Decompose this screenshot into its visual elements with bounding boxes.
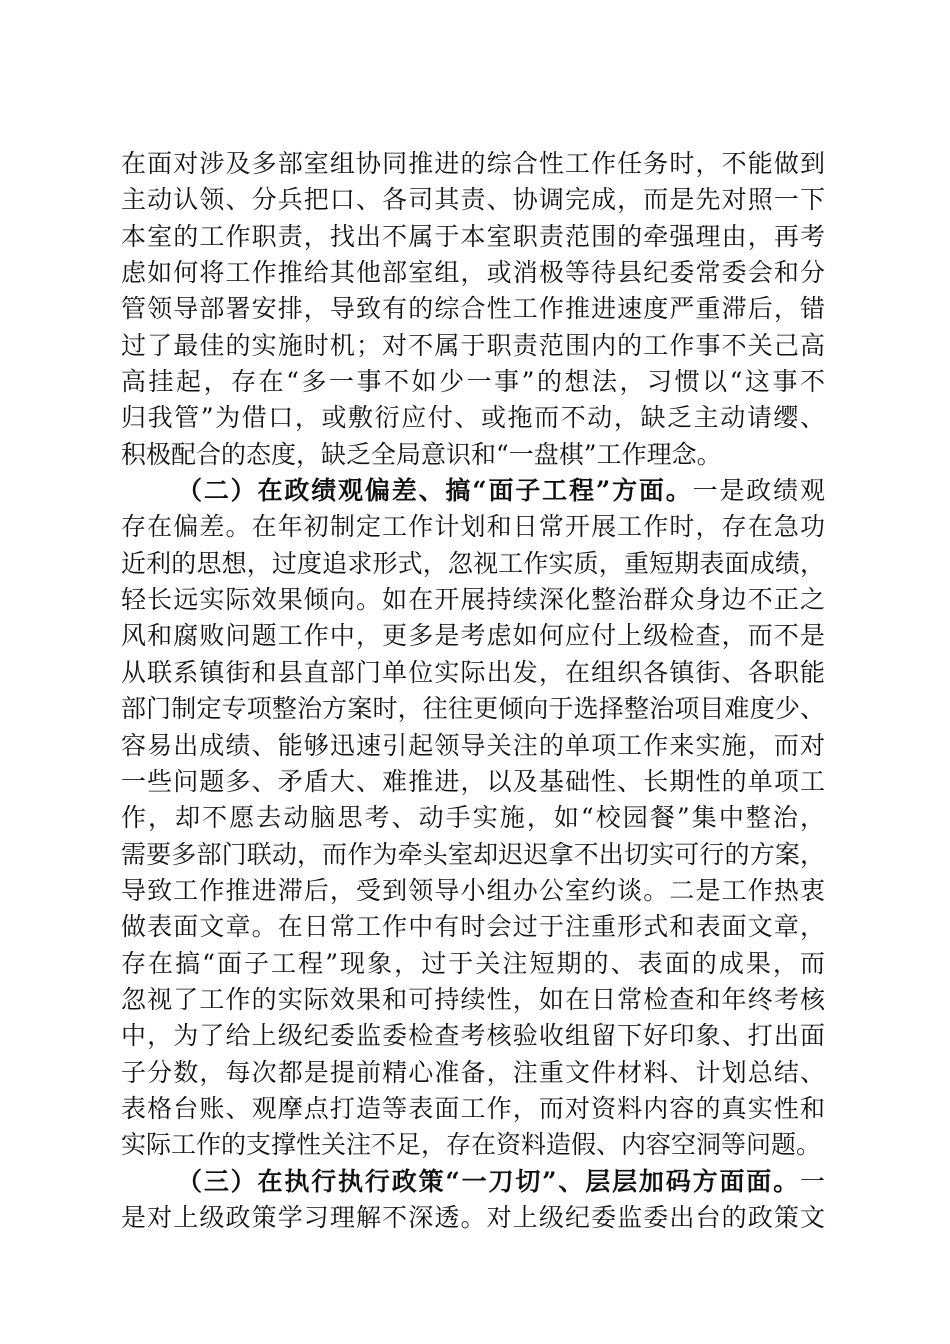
text-line: 归我管”为借口，或敷衍应付、或拖而不动，缺乏主动请缨、 <box>121 403 825 433</box>
text-line: 从联系镇街和县直部门单位实际出发，在组织各镇街、各职能 <box>121 657 825 687</box>
text-line: 过了最佳的实施时机；对不属于职责范围内的工作事不关己高 <box>121 330 825 360</box>
text-line: 积极配合的态度，缺乏全局意识和“一盘棋”工作理念。 <box>121 439 722 469</box>
text-line: 管领导部署安排，导致有的综合性工作推进速度严重滞后，错 <box>121 294 825 324</box>
paragraph-3 <box>121 1164 825 1237</box>
text-line: 需要多部门联动，而作为牵头室却迟迟拿不出切实可行的方案， <box>121 839 825 869</box>
text-line: 容易出成绩、能够迅速引起领导关注的单项工作来实施，而对 <box>121 730 825 760</box>
text-line: 子分数，每次都是提前精心准备，注重文件材料、计划总结、 <box>121 1057 825 1087</box>
text-line: 近利的思想，过度追求形式，忽视工作实质，重短期表面成绩， <box>121 548 825 578</box>
text-line: 在面对涉及多部室组协同推进的综合性工作任务时，不能做到 <box>121 149 825 178</box>
text-line: 主动认领、分兵把口、各司其责、协调完成，而是先对照一下 <box>121 185 825 215</box>
text-line: 实际工作的支撑性关注不足，存在资料造假、内容空洞等问题。 <box>121 1130 822 1160</box>
section-heading: （二）在政绩观偏差、搞“面子工程”方面。 <box>177 476 693 506</box>
text-line: 一些问题多、矛盾大、难推进，以及基础性、长期性的单项工 <box>121 766 825 796</box>
text-line: 导致工作推进滞后，受到领导小组办公室约谈。二是工作热衷 <box>121 875 825 905</box>
text-line: 高挂起，存在“多一事不如少一事”的想法，习惯以“这事不 <box>121 367 825 397</box>
text-line: 风和腐败问题工作中，更多是考虑如何应付上级检查，而不是 <box>121 621 825 651</box>
text-line: 忽视了工作的实际效果和可持续性，如在日常检查和年终考核 <box>121 984 825 1014</box>
text-run: 一 <box>799 1166 825 1196</box>
text-line: 表格台账、观摩点打造等表面工作，而对资料内容的真实性和 <box>121 1093 825 1123</box>
text-line: 虑如何将工作推给其他部室组，或消极等待县纪委常委会和分 <box>121 258 825 288</box>
text-run: 一是政绩观 <box>692 476 825 506</box>
text-line: 存在偏差。在年初制定工作计划和日常开展工作时，存在急功 <box>121 512 825 542</box>
text-line: 做表面文章。在日常工作中有时会过于注重形式和表面文章， <box>121 912 825 942</box>
text-line: 轻长远实际效果倾向。如在开展持续深化整治群众身边不正之 <box>121 585 825 615</box>
text-line: 部门制定专项整治方案时，往往更倾向于选择整治项目难度少、 <box>121 694 825 724</box>
paragraph-first-line <box>121 473 825 509</box>
paragraph-2 <box>121 473 825 1164</box>
text-line: 本室的工作职责，找出不属于本室职责范围的牵强理由，再考 <box>121 221 825 251</box>
text-line: 存在搞“面子工程”现象，过于关注短期的、表面的成果，而 <box>121 948 825 978</box>
text-line: 作，却不愿去动脑思考、动手实施，如“校园餐”集中整治， <box>121 803 825 833</box>
text-line: 是对上级政策学习理解不深透。对上级纪委监委出台的政策文 <box>121 1202 825 1232</box>
paragraph-first-line <box>121 1164 825 1200</box>
document-page <box>121 146 825 1236</box>
text-line: 中，为了给上级纪委监委检查考核验收组留下好印象、打出面 <box>121 1021 825 1051</box>
paragraph-1 <box>121 146 825 473</box>
section-heading: （三）在执行执行政策“一刀切”、层层加码方面面。 <box>177 1166 800 1196</box>
